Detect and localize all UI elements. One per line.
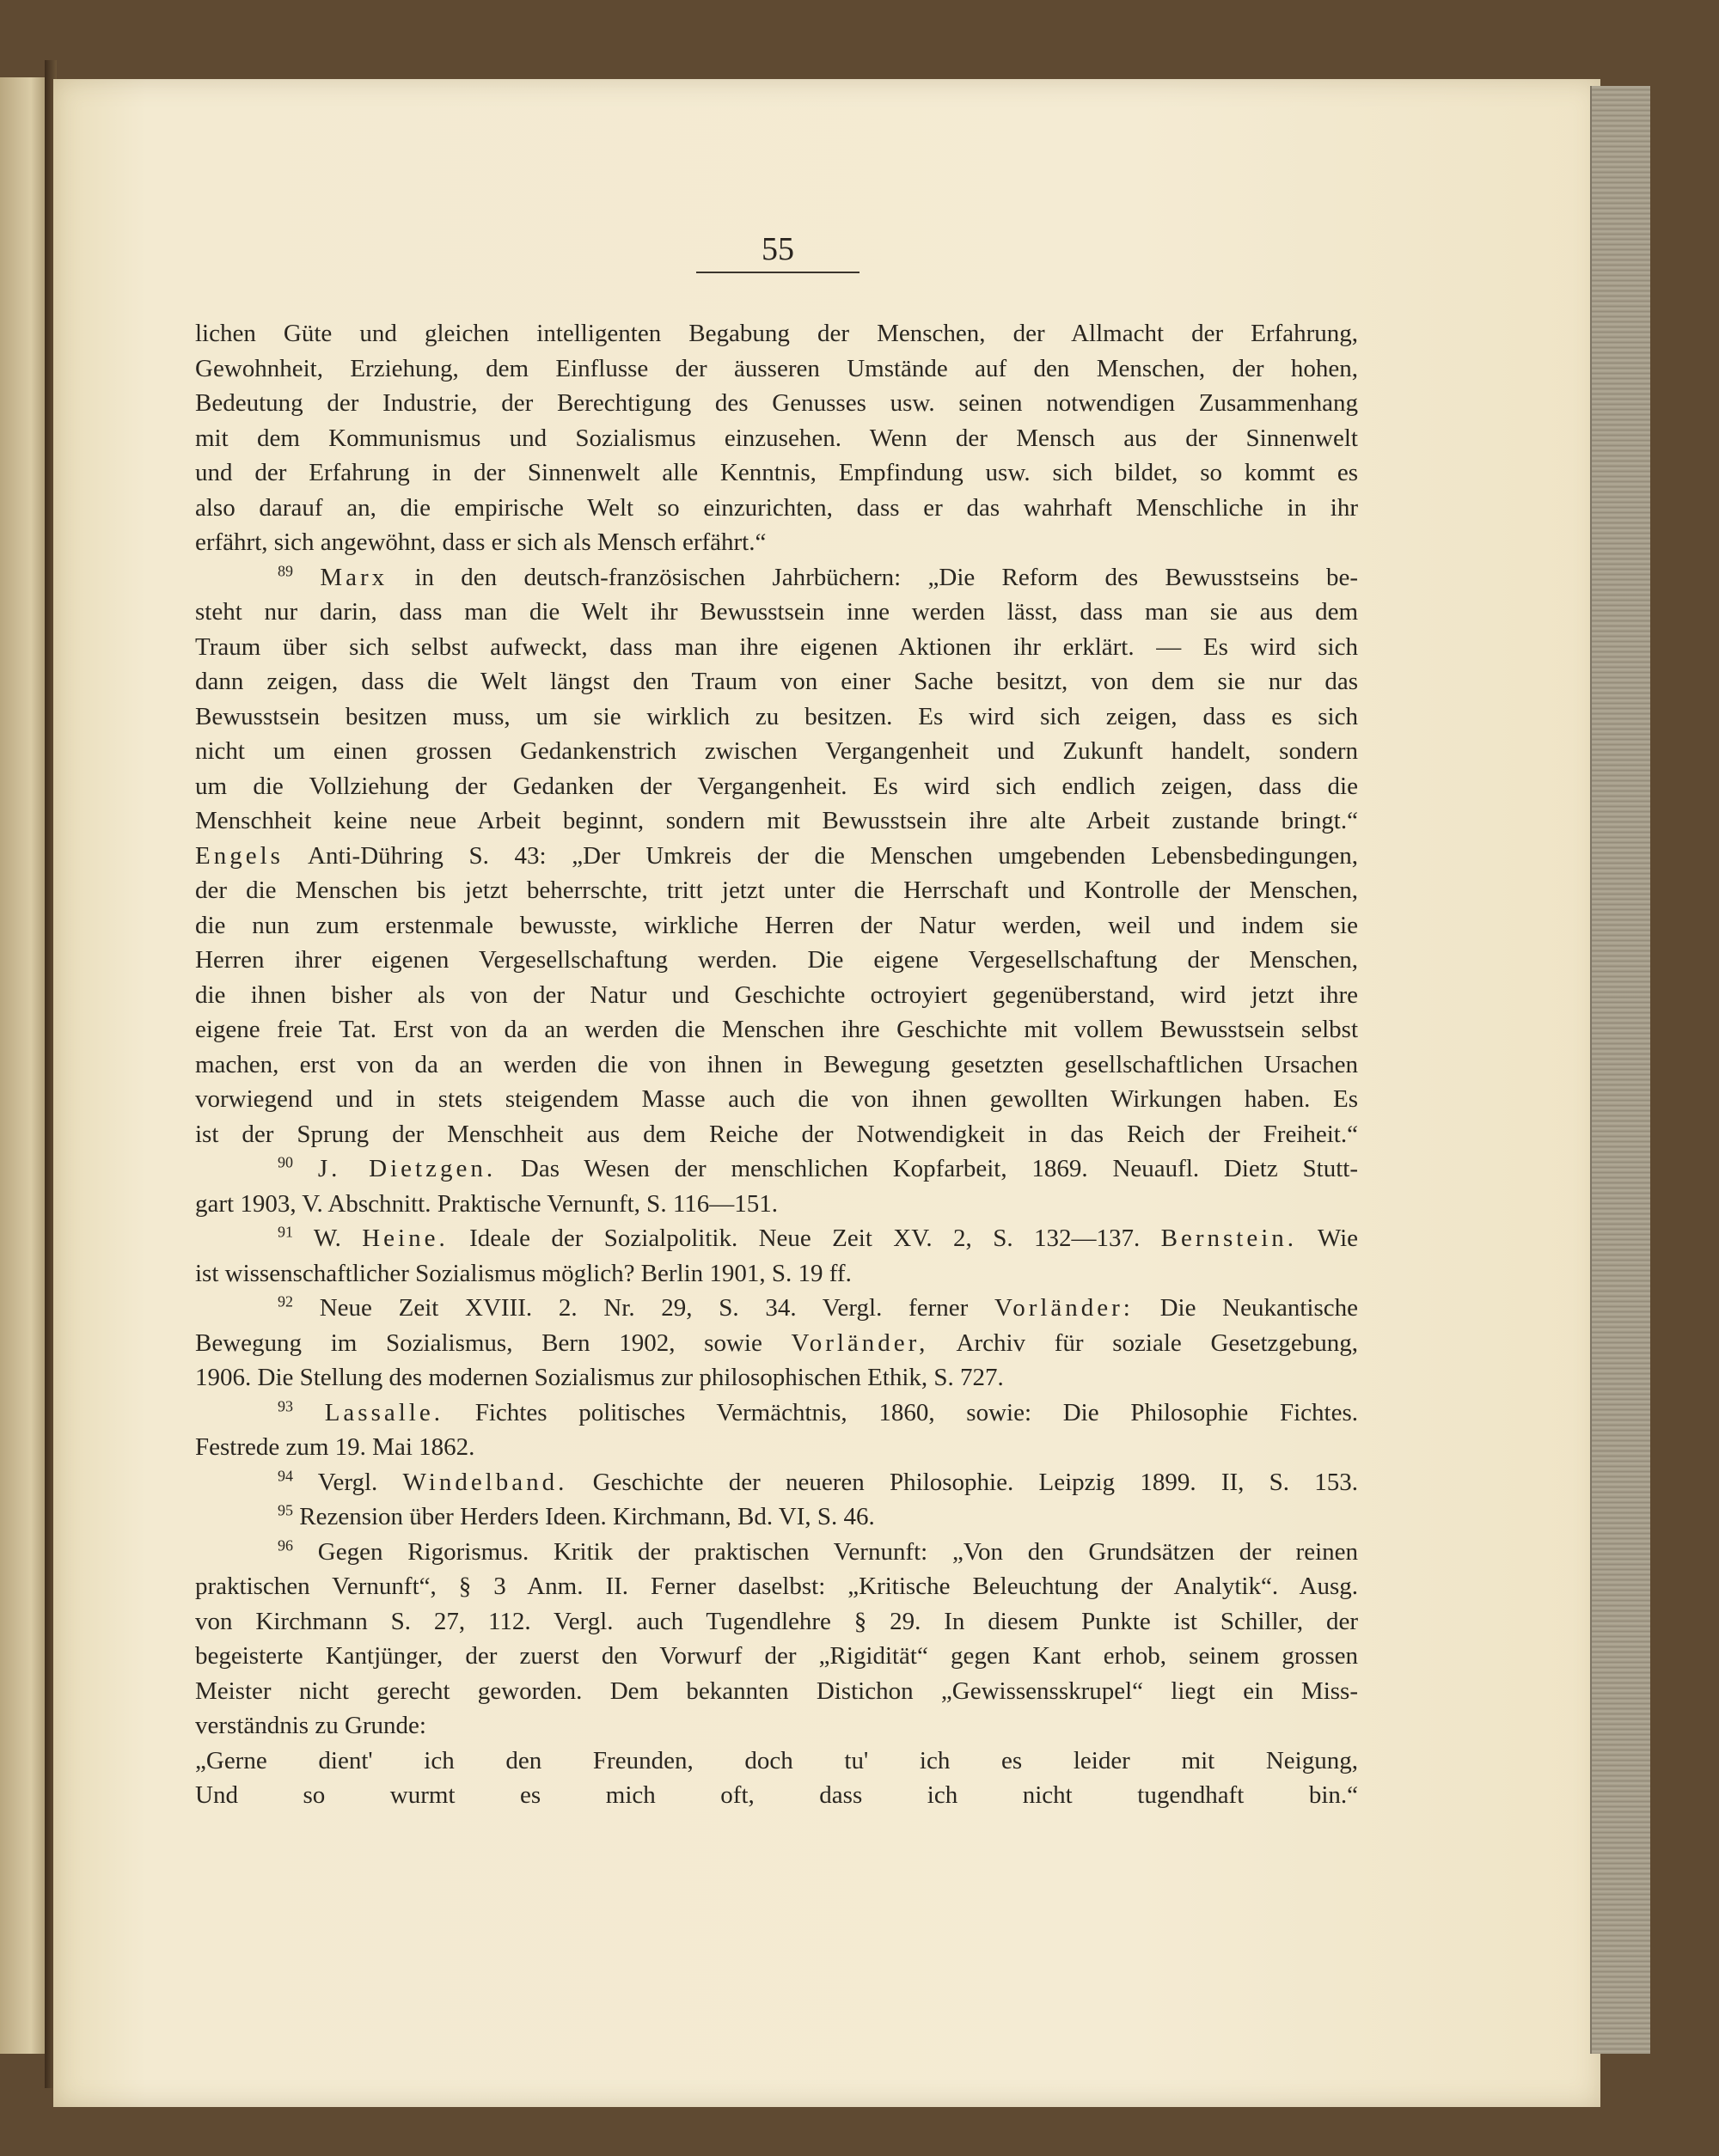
- text-line: der die Menschen bis jetzt beherrschte, tritt jetzt unter die Herrschaft und Kontrolle der Menschen,: [195, 876, 1358, 904]
- footnote-89: [195, 560, 1358, 1152]
- footnote-93: [195, 1396, 1358, 1465]
- text-line: also darauf an, die empirische Welt so einzurichten, dass er das wahrhaft Menschliche in ihr: [195, 493, 1358, 522]
- footnote-number: 92: [278, 1292, 293, 1310]
- text-line: die nun zum erstenmale bewusste, wirkliche Herren der Natur werden, weil und indem sie: [195, 911, 1358, 939]
- author-name: Windelband.: [402, 1468, 568, 1496]
- verse-line: Und so wurmt es mich oft, dass ich nicht tugendhaft bin.“: [195, 1781, 1358, 1809]
- text-line: [195, 1326, 1358, 1361]
- author-name: Marx: [320, 563, 388, 591]
- footnote-number: 94: [278, 1466, 293, 1484]
- footnote-number: 93: [278, 1396, 293, 1414]
- text-line: die ihnen bisher als von der Natur und Geschichte octroyiert gegenüberstand, wird jetzt ihre: [195, 980, 1358, 1009]
- text-line: verständnis zu Grunde:: [195, 1712, 426, 1739]
- text-line: Menschheit keine neue Arbeit beginnt, sondern mit Bewusstsein ihre alte Arbeit zustande bringt.“: [195, 807, 1358, 834]
- footnote-90: [195, 1151, 1358, 1221]
- footnote-text: Bewegung im Sozialismus, Bern 1902, sowie: [195, 1328, 762, 1357]
- author-name: Bernstein.: [1160, 1225, 1298, 1252]
- text-line: eigene freie Tat. Erst von da an werden die Menschen ihre Geschichte mit vollem Bewusstsein selbst: [195, 1016, 1358, 1043]
- text-line: und der Erfahrung in der Sinnenwelt alle Kenntnis, Empfindung usw. sich bildet, so kommt es: [195, 459, 1358, 486]
- text-line: Gewohnheit, Erziehung, dem Einflusse der äusseren Umstände auf den Menschen, der hohen,: [195, 354, 1358, 382]
- verse-line: „Gerne dient' ich den Freunden, doch tu' ich es leider mit Neigung,: [195, 1746, 1358, 1774]
- text-line: machen, erst von da an werden die von ihnen in Bewegung gesetzten gesellschaftlichen Ursachen: [195, 1050, 1358, 1078]
- text-line: erfährt, sich angewöhnt, dass er sich als Mensch erfährt.“: [195, 528, 767, 556]
- text-line: [195, 1465, 1358, 1500]
- text-line: [195, 1396, 1358, 1431]
- footnote-text: Die Neukantische: [1159, 1294, 1359, 1322]
- text-line: [195, 1291, 1358, 1326]
- footnote-text: Das Wesen der menschlichen Kopfarbeit, 1869. Neuaufl. Dietz Stutt-: [520, 1155, 1358, 1182]
- text-line: von Kirchmann S. 27, 112. Vergl. auch Tugendlehre § 29. In diesem Punkte ist Schiller, der: [195, 1607, 1358, 1635]
- text-line: gart 1903, V. Abschnitt. Praktische Vernunft, S. 116—151.: [195, 1189, 778, 1218]
- text-line: Herren ihrer eigenen Vergesellschaftung werden. Die eigene Vergesellschaftung der Menschen,: [195, 946, 1358, 974]
- page-text: [195, 316, 1358, 1813]
- text-line: mit dem Kommunismus und Sozialismus einzusehen. Wenn der Mensch aus der Sinnenwelt: [195, 424, 1358, 452]
- text-line: [195, 1535, 1358, 1570]
- text-line: Meister nicht gerecht geworden. Dem bekannten Distichon „Gewissensskrupel“ liegt ein Miss-: [195, 1677, 1358, 1705]
- text-line: [195, 1151, 1358, 1187]
- text-line: um die Vollziehung der Gedanken der Vergangenheit. Es wird sich endlich zeigen, dass die: [195, 772, 1358, 800]
- page-stack-edge: [1590, 86, 1650, 2054]
- footnote-text: Geschichte der neueren Philosophie. Leipzig 1899. II, S. 153.: [592, 1468, 1359, 1496]
- paragraph-continuation: [195, 316, 1358, 560]
- text-line: 1906. Die Stellung des modernen Sozialismus zur philosophischen Ethik, S. 727.: [195, 1364, 1004, 1391]
- footnote-text: Anti-Dühring S. 43: „Der Umkreis der die Menschen umgebenden Lebensbedingungen,: [308, 841, 1358, 870]
- footnote-text: Wie: [1317, 1225, 1359, 1252]
- text-line: [195, 1221, 1358, 1256]
- text-line: Festrede zum 19. Mai 1862.: [195, 1433, 475, 1461]
- footnote-text: W.: [313, 1225, 341, 1252]
- text-line: Bedeutung der Industrie, der Berechtigung des Genusses usw. seinen notwendigen Zusammenhang: [195, 389, 1358, 417]
- footnote-text: Vergl.: [317, 1468, 378, 1496]
- page-number: 55: [696, 230, 860, 273]
- text-line: ist der Sprung der Menschheit aus dem Reiche der Notwendigkeit in das Reich der Freiheit.“: [195, 1120, 1358, 1148]
- text-line: begeisterte Kantjünger, der zuerst den Vorwurf der „Rigidität“ gegen Kant erhob, seinem grossen: [195, 1642, 1358, 1670]
- text-line: ist wissenschaftlicher Sozialismus möglich? Berlin 1901, S. 19 ff.: [195, 1259, 852, 1287]
- author-name: Vorländer,: [791, 1328, 929, 1357]
- footnote-number: 90: [278, 1153, 293, 1171]
- text-line: steht nur darin, dass man die Welt ihr Bewusstsein inne werden lässt, dass man sie aus dem: [195, 598, 1358, 626]
- text-line: [195, 1499, 1358, 1535]
- footnote-92: [195, 1291, 1358, 1396]
- text-line: nicht um einen grossen Gedankenstrich zwischen Vergangenheit und Zukunft handelt, sondern: [195, 737, 1358, 765]
- text-line: Traum über sich selbst aufweckt, dass man ihre eigenen Aktionen ihr erklärt. — Es wird sich: [195, 632, 1358, 661]
- author-name: Vorländer:: [994, 1294, 1134, 1322]
- footnote-text: Fichtes politisches Vermächtnis, 1860, sowie: Die Philosophie Fichtes.: [474, 1398, 1359, 1426]
- footnote-text: Rezension über Herders Ideen. Kirchmann, Bd. VI, S. 46.: [299, 1503, 875, 1530]
- footnote-number: 95: [278, 1501, 293, 1519]
- footnote-text: Archiv für soziale Gesetzgebung,: [956, 1328, 1358, 1357]
- text-line: lichen Güte und gleichen intelligenten Begabung der Menschen, der Allmacht der Erfahrung,: [195, 320, 1358, 347]
- footnote-number: 96: [278, 1536, 293, 1554]
- left-page-edge: [0, 77, 52, 2054]
- footnote-number: 91: [278, 1223, 293, 1241]
- footnote-text: Neue Zeit XVIII. 2. Nr. 29, S. 34. Vergl. ferner: [319, 1294, 969, 1322]
- footnote-text: Gegen Rigorismus. Kritik der praktischen Vernunft: „Von den Grundsätzen der reinen: [317, 1537, 1358, 1566]
- footnote-text: Ideale der Sozialpolitik. Neue Zeit XV. 2, S. 132—137.: [469, 1225, 1141, 1252]
- footnote-number: 89: [278, 561, 293, 579]
- text-line: praktischen Vernunft“, § 3 Anm. II. Ferner daselbst: „Kritische Beleuchtung der Analytik“. Ausg.: [195, 1573, 1358, 1600]
- author-name: Lassalle.: [324, 1398, 444, 1426]
- footnote-95: [195, 1499, 1358, 1535]
- text-line: vorwiegend und in stets steigendem Masse auch die von ihnen gewollten Wirkungen haben. Es: [195, 1085, 1358, 1113]
- text-line: Bewusstsein besitzen muss, um sie wirklich zu besitzen. Es wird sich zeigen, dass es sich: [195, 702, 1358, 730]
- text-line: [195, 839, 1358, 874]
- footnote-96: [195, 1535, 1358, 1813]
- footnote-text: in den deutsch-französischen Jahrbüchern: „Die Reform des Bewusstseins be-: [414, 563, 1359, 591]
- author-name: J. Dietzgen.: [317, 1155, 497, 1182]
- text-line: [195, 560, 1358, 595]
- text-line: dann zeigen, dass die Welt längst den Traum von einer Sache besitzt, von dem sie nur das: [195, 668, 1358, 695]
- footnote-91: [195, 1221, 1358, 1291]
- author-name: Engels: [195, 841, 284, 870]
- author-name: Heine.: [362, 1225, 449, 1252]
- footnote-94: [195, 1465, 1358, 1500]
